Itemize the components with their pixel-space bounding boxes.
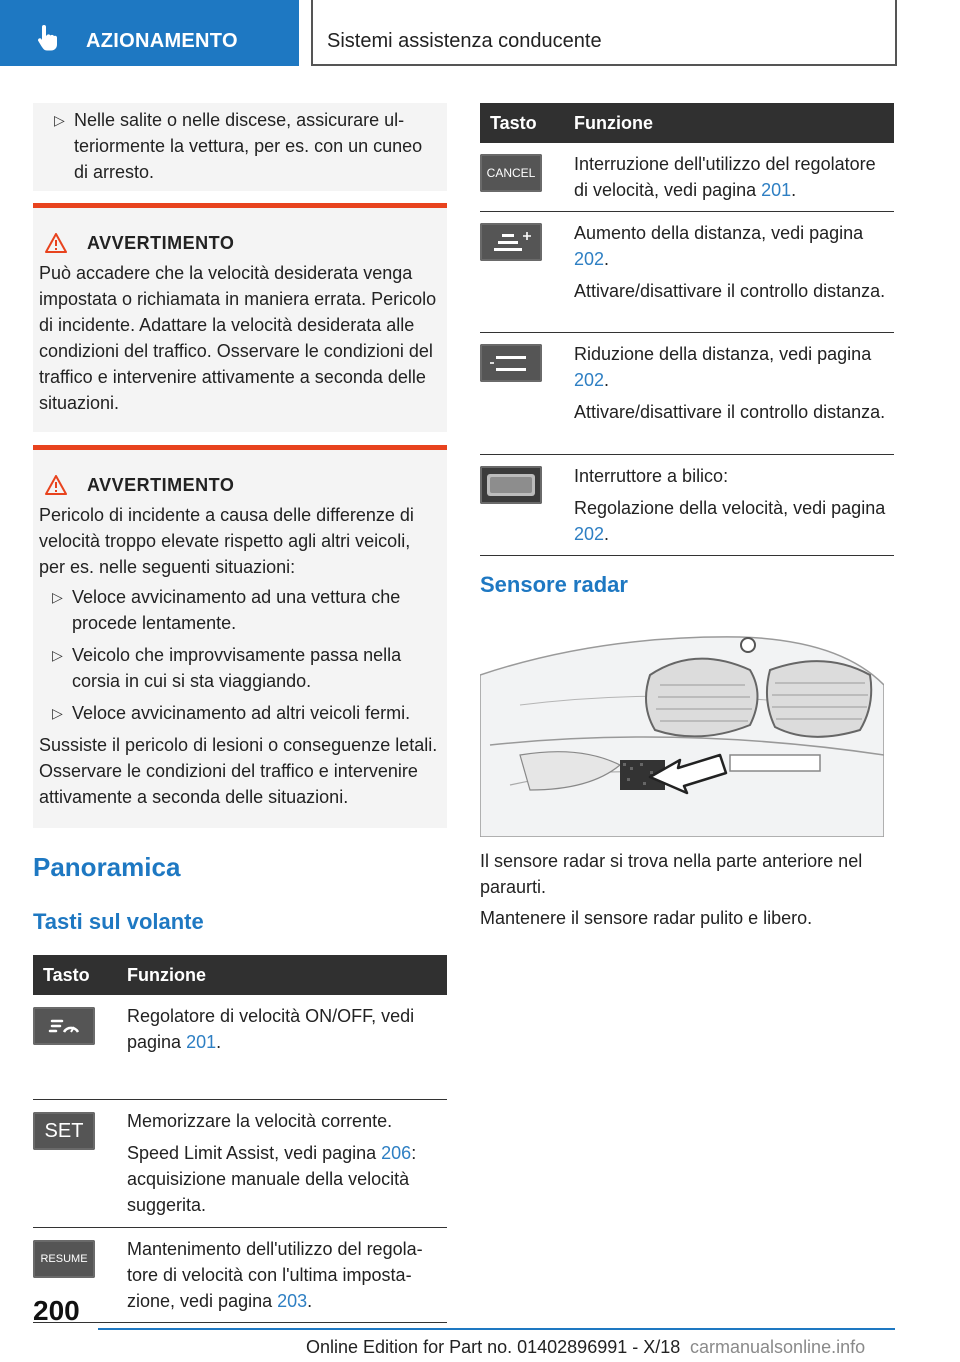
triangle-bullet-icon: ▷ bbox=[52, 589, 63, 605]
warning-text: Può accadere che la velocità desiderata venga impostata o richiamata in maniera errata. Pericolo di incidente. Adattare la velocità desiderata alle condizioni del traffico. Osservare le condizioni del traffico e intervenire attivamente a seconda delle situazioni. bbox=[39, 263, 437, 413]
list-item: ▷ Veloce avvicinamento ad una vettura che procede lentamente. bbox=[39, 584, 441, 636]
watermark: carmanualsonline.info bbox=[690, 1337, 866, 1357]
heading-sensore-radar: Sensore radar bbox=[480, 572, 628, 597]
distance-decrease-icon bbox=[480, 344, 542, 382]
radar-sensor-illustration bbox=[480, 615, 884, 837]
left-column bbox=[33, 103, 447, 191]
page-link[interactable]: 201 bbox=[761, 180, 792, 200]
page-link[interactable]: 206 bbox=[381, 1142, 412, 1163]
function-text: Memorizzare la velocità corrente. bbox=[127, 1110, 393, 1131]
page-link[interactable]: 202 bbox=[574, 370, 605, 390]
warning-box bbox=[33, 203, 447, 432]
function-text: Attivare/disattivare il controllo distanza. bbox=[574, 281, 886, 301]
chapter-tab[interactable] bbox=[0, 0, 299, 66]
steering-keys-table bbox=[33, 955, 447, 1326]
list-item: ▷ Veloce avvicinamento ad altri veicoli fermi. bbox=[39, 700, 441, 726]
function-text: Interruttore a bilico: bbox=[574, 466, 729, 486]
page-link[interactable]: 201 bbox=[186, 1032, 217, 1052]
function-text: Attivare/disattivare il controllo distanza. bbox=[574, 402, 886, 422]
edition-note: Online Edition for Part no. 01402896991 - X/18 bbox=[306, 1337, 681, 1357]
cruise-control-icon bbox=[33, 1007, 95, 1045]
function-text: Regolatore di velocità ON/OFF, vedi pagina 201. bbox=[127, 1006, 415, 1052]
table-row bbox=[33, 995, 447, 1099]
warning-triangle-icon bbox=[45, 475, 67, 495]
warning-box bbox=[33, 445, 447, 828]
radar-paragraph-1: Il sensore radar si trova nella parte anteriore nel paraurti. bbox=[480, 851, 863, 897]
page-link[interactable]: 202 bbox=[574, 524, 605, 544]
section-title: Sistemi assistenza conducente bbox=[327, 30, 602, 52]
function-text: Speed Limit Assist, vedi pagina 206: acquisizione manuale della velocità suggerita. bbox=[127, 1142, 417, 1215]
section-tab[interactable] bbox=[311, 0, 897, 66]
distance-keys-table bbox=[480, 103, 894, 556]
triangle-bullet-icon: ▷ bbox=[52, 705, 63, 721]
page-link[interactable]: 202 bbox=[574, 249, 605, 269]
function-text: Interruzione dell'utilizzo del regolatore di velocità, vedi pagina 201. bbox=[574, 154, 876, 200]
page-link[interactable]: 203 bbox=[277, 1290, 308, 1311]
resume-button-icon: RESUME bbox=[33, 1240, 95, 1278]
heading-tasti-volante: Tasti sul volante bbox=[33, 909, 204, 934]
table-row bbox=[480, 455, 894, 556]
function-text: Aumento della distanza, vedi pagina 202. bbox=[574, 223, 864, 269]
list-item: ▷ Veicolo che improvvisamente passa nella corsia in cui si sta viaggiando. bbox=[39, 642, 441, 694]
note-box bbox=[33, 103, 447, 191]
column-header-function: Funzione bbox=[127, 955, 447, 995]
set-button-icon: SET bbox=[33, 1112, 95, 1150]
chapter-title: AZIONAMENTO bbox=[86, 30, 238, 52]
triangle-bullet-icon: ▷ bbox=[52, 647, 63, 663]
list-item: ▷ Nelle salite o nelle discese, assicurare ulteriormente la vettura, per es. con un cuneo di arresto. bbox=[41, 107, 437, 185]
function-text: Mantenimento dell'utilizzo del regolatore di velocità con l'ultima impostazione, vedi pagina 203. bbox=[127, 1238, 423, 1311]
page-number: 200 bbox=[33, 1295, 80, 1326]
distance-increase-icon bbox=[480, 223, 542, 261]
hand-touch-icon bbox=[36, 25, 58, 51]
radar-paragraph-2: Mantenere il sensore radar pulito e libero. bbox=[480, 908, 813, 928]
column-header-key: Tasto bbox=[480, 103, 574, 143]
table-row bbox=[33, 1099, 447, 1227]
rocker-switch-icon bbox=[480, 466, 542, 504]
warning-title: AVVERTIMENTO bbox=[87, 475, 235, 495]
table-row bbox=[480, 143, 894, 212]
warning-triangle-icon bbox=[45, 233, 67, 253]
warning-outro: Sussiste il pericolo di lesioni o conseguenze letali. Osservare le condizioni del traffico e intervenire attivamente a seconda delle situazioni. bbox=[39, 735, 438, 807]
cancel-button-icon: CANCEL bbox=[480, 154, 542, 192]
footer-rule bbox=[98, 1328, 895, 1330]
function-text: Riduzione della distanza, vedi pagina 202. bbox=[574, 344, 872, 390]
warning-title: AVVERTIMENTO bbox=[87, 233, 235, 253]
table-row bbox=[480, 212, 894, 333]
triangle-bullet-icon: ▷ bbox=[54, 112, 65, 128]
function-text: Regolazione della velocità, vedi pagina 202. bbox=[574, 498, 886, 544]
warning-intro: Pericolo di incidente a causa delle differenze di velocità troppo elevate rispetto agli altri veicoli, per es. nelle seguenti situazioni: bbox=[39, 505, 414, 577]
heading-panoramica: Panoramica bbox=[33, 852, 181, 882]
column-header-function: Funzione bbox=[574, 103, 894, 143]
column-header-key: Tasto bbox=[33, 955, 127, 995]
table-row bbox=[33, 1227, 447, 1322]
table-row bbox=[480, 333, 894, 455]
